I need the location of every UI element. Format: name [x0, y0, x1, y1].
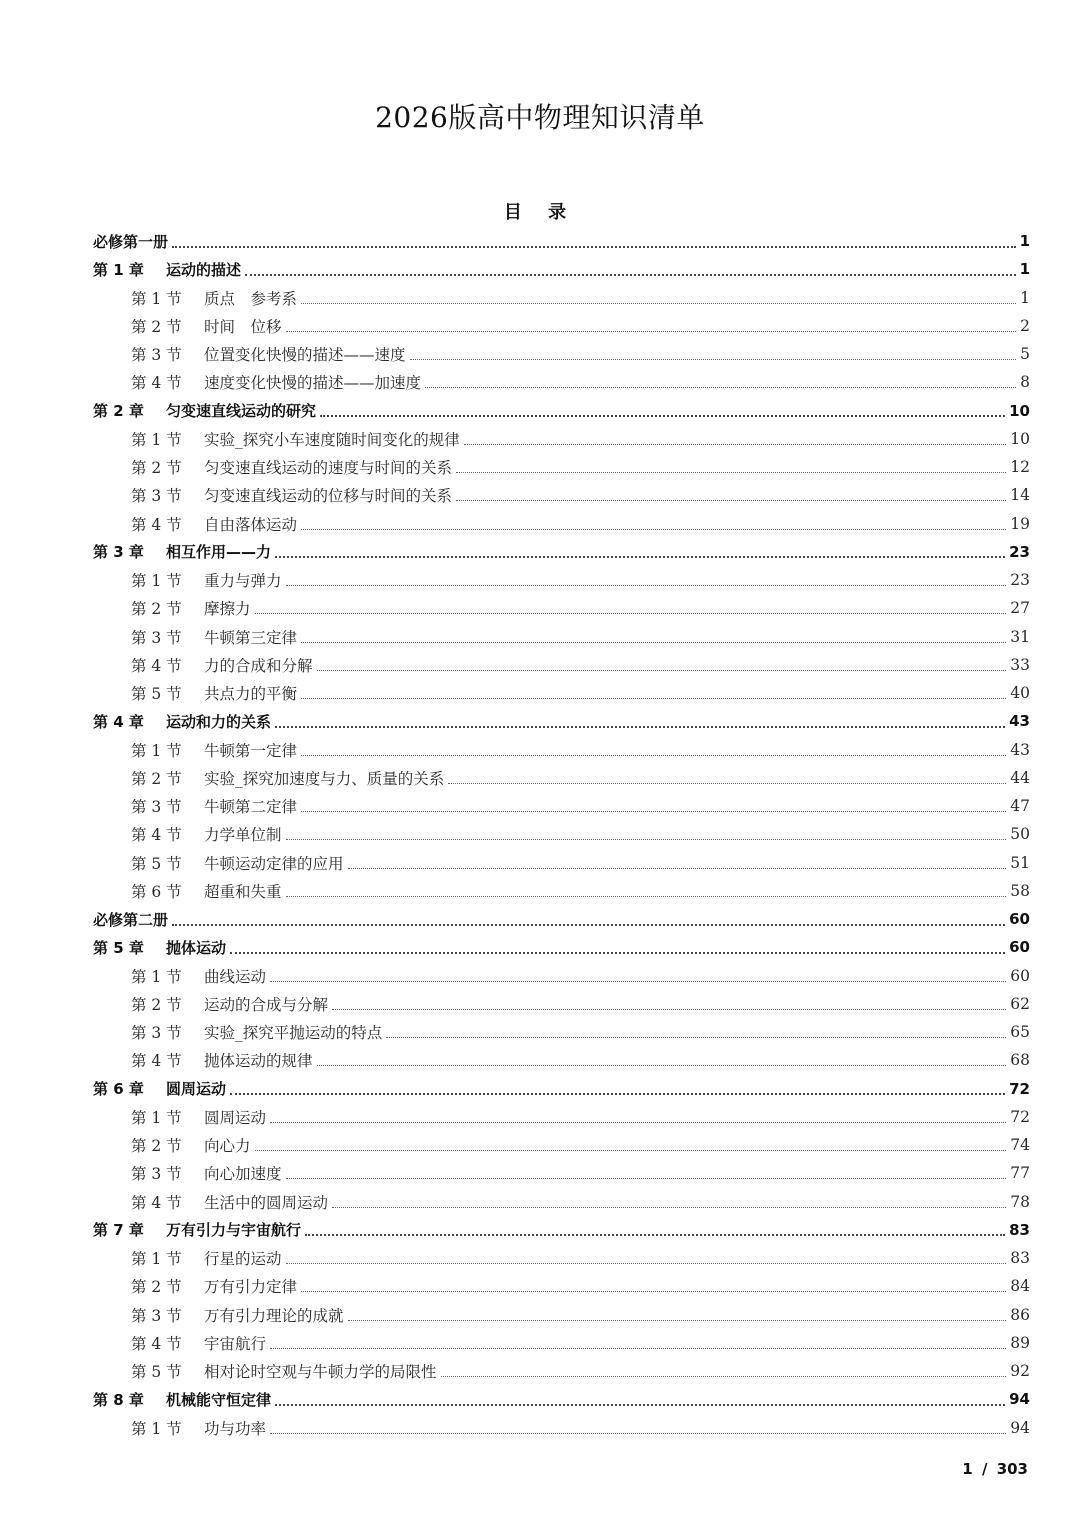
- toc-entry-section[interactable]: [93, 284, 1030, 312]
- toc-entry-page: 86: [1010, 1305, 1030, 1324]
- toc-entry-page: 10: [1010, 429, 1030, 448]
- toc-entry-page: 23: [1009, 542, 1030, 561]
- toc-entry-number: 第 4 节: [131, 1193, 182, 1212]
- toc-entry-number: 第 1 章: [93, 260, 144, 279]
- toc-entry-title: 匀变速直线运动的研究: [166, 402, 317, 421]
- toc-entry-number: 第 3 节: [131, 798, 182, 817]
- page-indicator: [962, 1460, 1028, 1478]
- dot-leader: [301, 697, 1006, 699]
- dot-leader: [286, 1262, 1007, 1264]
- dot-leader: [301, 528, 1006, 530]
- toc-entry-number: 第 3 节: [131, 346, 182, 365]
- toc-entry-number: 第 4 节: [131, 656, 182, 675]
- toc-entry-chapter[interactable]: [93, 707, 1030, 735]
- toc-entry-page: 43: [1010, 740, 1030, 759]
- toc-entry-title: 力学单位制: [204, 826, 282, 845]
- dot-leader: [320, 414, 1005, 417]
- toc-heading: 目 录: [503, 202, 577, 223]
- total-pages: 303: [996, 1460, 1028, 1478]
- toc-entry-chapter[interactable]: [93, 1075, 1030, 1103]
- current-page: 1: [962, 1460, 973, 1478]
- toc-entry-title: 质点 参考系: [204, 289, 298, 308]
- toc-entry-section[interactable]: [93, 1414, 1030, 1442]
- dot-leader: [275, 725, 1005, 728]
- dot-leader: [301, 810, 1006, 812]
- toc-entry-title: 曲线运动: [204, 967, 267, 986]
- dot-leader: [305, 1233, 1005, 1236]
- page-separator: /: [981, 1460, 988, 1478]
- toc-entry-chapter[interactable]: [93, 538, 1030, 566]
- dot-leader: [270, 1432, 1006, 1434]
- toc-entry-number: 第 2 章: [93, 402, 144, 421]
- toc-entry-title: 自由落体运动: [204, 515, 298, 534]
- dot-leader: [317, 1064, 1007, 1066]
- toc-entry-number: 第 2 节: [131, 995, 182, 1014]
- toc-entry-title: 实验_探究小车速度随时间变化的规律: [204, 430, 460, 449]
- dot-leader: [230, 951, 1005, 954]
- toc-entry-page: 12: [1010, 458, 1030, 477]
- toc-entry-title: 万有引力与宇宙航行: [166, 1221, 302, 1240]
- toc-entry-number: 第 1 节: [131, 572, 182, 591]
- toc-entry-page: 68: [1010, 1051, 1030, 1070]
- toc-entry-section[interactable]: [93, 849, 1030, 877]
- toc-entry-title: 位置变化快慢的描述——速度: [204, 346, 406, 365]
- toc-entry-title: 实验_探究平抛运动的特点: [204, 1024, 383, 1043]
- toc-entry-title: 万有引力理论的成就: [204, 1306, 344, 1325]
- toc-entry-page: 23: [1010, 571, 1030, 590]
- toc-entry-section[interactable]: [93, 1018, 1030, 1046]
- toc-entry-section[interactable]: [93, 651, 1030, 679]
- dot-leader: [301, 302, 1016, 304]
- toc-entry-number: 第 1 节: [131, 1419, 182, 1438]
- toc-entry-section[interactable]: [93, 566, 1030, 594]
- toc-entry-number: 第 2 节: [131, 600, 182, 619]
- toc-entry-page: 43: [1009, 712, 1030, 731]
- toc-entry-number: 第 3 节: [131, 1306, 182, 1325]
- toc-entry-title: 抛体运动: [166, 938, 227, 957]
- toc-entry-section[interactable]: [93, 1272, 1030, 1300]
- toc-entry-section[interactable]: [93, 1244, 1030, 1272]
- toc-entry-page: 2: [1020, 316, 1030, 335]
- dot-leader: [286, 895, 1007, 897]
- dot-leader: [348, 867, 1007, 869]
- toc-entry-title: 运动的合成与分解: [204, 995, 329, 1014]
- dot-leader: [301, 641, 1006, 643]
- toc-entry-title: 向心力: [204, 1137, 251, 1156]
- dot-leader: [255, 612, 1007, 614]
- toc-entry-page: 44: [1010, 768, 1030, 787]
- toc-entry-title: 速度变化快慢的描述——加速度: [204, 374, 422, 393]
- toc-entry-title: 牛顿第三定律: [204, 628, 298, 647]
- dot-leader: [275, 555, 1005, 558]
- toc-entry-number: 第 4 节: [131, 515, 182, 534]
- dot-leader: [425, 386, 1016, 388]
- dot-leader: [270, 1121, 1006, 1123]
- toc-entry-title: 相对论时空观与牛顿力学的局限性: [204, 1363, 437, 1382]
- toc-entry-section[interactable]: [93, 510, 1030, 538]
- dot-leader: [317, 669, 1007, 671]
- toc-entry-section[interactable]: [93, 820, 1030, 848]
- dot-leader: [270, 980, 1006, 982]
- toc-entry-title: 重力与弹力: [204, 572, 282, 591]
- toc-entry-title: 运动的描述: [166, 260, 242, 279]
- toc-entry-page: 84: [1010, 1277, 1030, 1296]
- dot-leader: [410, 358, 1016, 360]
- toc-entry-number: 第 5 节: [131, 685, 182, 704]
- toc-entry-page: 51: [1010, 853, 1030, 872]
- dot-leader: [386, 1036, 1006, 1038]
- toc-entry-section[interactable]: [93, 481, 1030, 509]
- toc-entry-chapter[interactable]: [93, 1216, 1030, 1244]
- toc-entry-number: 第 5 章: [93, 938, 144, 957]
- table-of-contents: [93, 227, 1030, 1442]
- toc-entry-title: 牛顿运动定律的应用: [204, 854, 344, 873]
- toc-entry-section[interactable]: [93, 1357, 1030, 1385]
- toc-entry-section[interactable]: [93, 792, 1030, 820]
- dot-leader: [301, 754, 1006, 756]
- toc-entry-page: 31: [1010, 627, 1030, 646]
- toc-entry-page: 65: [1010, 1023, 1030, 1042]
- toc-entry-section[interactable]: [93, 679, 1030, 707]
- toc-entry-number: 第 4 节: [131, 1052, 182, 1071]
- toc-entry-title: 必修第二册: [93, 910, 169, 929]
- dot-leader: [286, 330, 1016, 332]
- toc-entry-number: 第 4 节: [131, 374, 182, 393]
- toc-entry-title: 牛顿第二定律: [204, 798, 298, 817]
- dot-leader: [348, 1319, 1007, 1321]
- toc-entry-number: 第 3 章: [93, 543, 144, 562]
- toc-entry-section[interactable]: [93, 368, 1030, 396]
- toc-entry-section[interactable]: [93, 1046, 1030, 1074]
- toc-entry-number: 第 4 章: [93, 712, 144, 731]
- toc-entry-title: 相互作用——力: [166, 543, 272, 562]
- toc-entry-page: 27: [1010, 599, 1030, 618]
- toc-entry-number: 第 8 章: [93, 1390, 144, 1409]
- toc-entry-number: 第 1 节: [131, 1250, 182, 1269]
- toc-entry-section[interactable]: [93, 453, 1030, 481]
- dot-leader: [270, 1347, 1006, 1349]
- toc-entry-number: 第 7 章: [93, 1221, 144, 1240]
- toc-entry-section[interactable]: [93, 736, 1030, 764]
- dot-leader: [456, 471, 1006, 473]
- toc-entry-page: 1: [1019, 232, 1030, 251]
- toc-entry-title: 实验_探究加速度与力、质量的关系: [204, 769, 445, 788]
- toc-entry-page: 10: [1009, 401, 1030, 420]
- toc-entry-chapter[interactable]: [93, 255, 1030, 283]
- toc-entry-chapter[interactable]: [93, 933, 1030, 961]
- toc-entry-page: 62: [1010, 994, 1030, 1013]
- toc-entry-title: 抛体运动的规律: [204, 1052, 313, 1071]
- toc-entry-page: 72: [1010, 1107, 1030, 1126]
- toc-entry-page: 47: [1010, 797, 1030, 816]
- toc-entry-title: 超重和失重: [204, 882, 282, 901]
- toc-entry-title: 圆周运动: [166, 1080, 227, 1099]
- dot-leader: [230, 1092, 1005, 1095]
- dot-leader: [332, 1206, 1006, 1208]
- dot-leader: [286, 838, 1007, 840]
- toc-entry-page: 72: [1009, 1079, 1030, 1098]
- toc-entry-page: 1: [1019, 260, 1030, 279]
- toc-entry-page: 60: [1010, 966, 1030, 985]
- toc-entry-number: 第 5 节: [131, 1363, 182, 1382]
- toc-entry-number: 第 1 节: [131, 741, 182, 760]
- toc-entry-section[interactable]: [93, 990, 1030, 1018]
- toc-entry-title: 摩擦力: [204, 600, 251, 619]
- toc-entry-section[interactable]: [93, 962, 1030, 990]
- toc-entry-page: 60: [1009, 938, 1030, 957]
- toc-entry-page: 74: [1010, 1136, 1030, 1155]
- toc-entry-number: 第 5 节: [131, 854, 182, 873]
- toc-entry-title: 宇宙航行: [204, 1334, 267, 1353]
- toc-entry-section[interactable]: [93, 1159, 1030, 1187]
- toc-entry-title: 共点力的平衡: [204, 685, 298, 704]
- toc-entry-number: 第 1 节: [131, 430, 182, 449]
- toc-entry-section[interactable]: [93, 594, 1030, 622]
- toc-entry-title: 行星的运动: [204, 1250, 282, 1269]
- toc-entry-page: 14: [1010, 486, 1030, 505]
- toc-entry-number: 第 2 节: [131, 317, 182, 336]
- toc-entry-page: 58: [1010, 881, 1030, 900]
- toc-entry-number: 第 4 节: [131, 1334, 182, 1353]
- toc-entry-title: 力的合成和分解: [204, 656, 313, 675]
- toc-entry-page: 94: [1010, 1418, 1030, 1437]
- toc-entry-number: 第 3 节: [131, 487, 182, 506]
- document-title: 2026版高中物理知识清单: [375, 101, 705, 134]
- toc-entry-number: 第 6 节: [131, 882, 182, 901]
- toc-entry-number: 第 4 节: [131, 826, 182, 845]
- toc-entry-page: 92: [1010, 1362, 1030, 1381]
- toc-entry-page: 8: [1020, 373, 1030, 392]
- toc-entry-section[interactable]: [93, 623, 1030, 651]
- dot-leader: [172, 923, 1005, 926]
- toc-entry-number: 第 2 节: [131, 769, 182, 788]
- dot-leader: [172, 245, 1016, 248]
- toc-entry-chapter[interactable]: [93, 227, 1030, 255]
- toc-entry-title: 向心加速度: [204, 1165, 282, 1184]
- toc-entry-section[interactable]: [93, 1188, 1030, 1216]
- toc-entry-page: 83: [1010, 1249, 1030, 1268]
- toc-entry-page: 33: [1010, 655, 1030, 674]
- toc-entry-section[interactable]: [93, 1103, 1030, 1131]
- toc-entry-section[interactable]: [93, 312, 1030, 340]
- toc-entry-section[interactable]: [93, 340, 1030, 368]
- toc-entry-page: 1: [1020, 288, 1030, 307]
- toc-entry-number: 第 3 节: [131, 1165, 182, 1184]
- toc-entry-page: 19: [1010, 514, 1030, 533]
- toc-entry-page: 77: [1010, 1164, 1030, 1183]
- toc-entry-page: 5: [1020, 345, 1030, 364]
- toc-entry-section[interactable]: [93, 1131, 1030, 1159]
- dot-leader: [448, 782, 1006, 784]
- toc-entry-title: 圆周运动: [204, 1108, 267, 1127]
- dot-leader: [301, 1290, 1006, 1292]
- toc-entry-title: 生活中的圆周运动: [204, 1193, 329, 1212]
- toc-entry-page: 78: [1010, 1192, 1030, 1211]
- toc-entry-title: 运动和力的关系: [166, 712, 272, 731]
- dot-leader: [456, 499, 1006, 501]
- toc-entry-number: 第 1 节: [131, 1108, 182, 1127]
- toc-entry-number: 第 2 节: [131, 1278, 182, 1297]
- toc-entry-section[interactable]: [93, 877, 1030, 905]
- toc-entry-number: 第 2 节: [131, 459, 182, 478]
- toc-entry-title: 时间 位移: [204, 317, 282, 336]
- toc-entry-page: 94: [1009, 1390, 1030, 1409]
- dot-leader: [245, 273, 1016, 276]
- toc-entry-number: 第 1 节: [131, 967, 182, 986]
- toc-entry-number: 第 2 节: [131, 1137, 182, 1156]
- toc-entry-number: 第 6 章: [93, 1080, 144, 1099]
- toc-entry-title: 牛顿第一定律: [204, 741, 298, 760]
- toc-entry-page: 60: [1009, 910, 1030, 929]
- toc-entry-page: 40: [1010, 684, 1030, 703]
- toc-entry-title: 机械能守恒定律: [166, 1390, 272, 1409]
- toc-entry-title: 匀变速直线运动的速度与时间的关系: [204, 459, 453, 478]
- toc-entry-chapter[interactable]: [93, 1385, 1030, 1413]
- toc-entry-section[interactable]: [93, 1329, 1030, 1357]
- toc-entry-title: 万有引力定律: [204, 1278, 298, 1297]
- toc-entry-section[interactable]: [93, 425, 1030, 453]
- toc-entry-title: 匀变速直线运动的位移与时间的关系: [204, 487, 453, 506]
- toc-entry-section[interactable]: [93, 1301, 1030, 1329]
- dot-leader: [332, 1008, 1006, 1010]
- toc-entry-number: 第 3 节: [131, 1024, 182, 1043]
- toc-entry-chapter[interactable]: [93, 397, 1030, 425]
- toc-entry-chapter[interactable]: [93, 905, 1030, 933]
- dot-leader: [286, 1177, 1007, 1179]
- toc-entry-title: 必修第一册: [93, 232, 169, 251]
- dot-leader: [464, 443, 1007, 445]
- dot-leader: [255, 1149, 1007, 1151]
- dot-leader: [286, 584, 1007, 586]
- dot-leader: [275, 1403, 1005, 1406]
- toc-entry-number: 第 3 节: [131, 628, 182, 647]
- toc-entry-title: 功与功率: [204, 1419, 267, 1438]
- toc-entry-page: 89: [1010, 1333, 1030, 1352]
- toc-entry-number: 第 1 节: [131, 289, 182, 308]
- toc-entry-section[interactable]: [93, 764, 1030, 792]
- toc-entry-page: 83: [1009, 1220, 1030, 1239]
- toc-entry-page: 50: [1010, 825, 1030, 844]
- dot-leader: [441, 1375, 1007, 1377]
